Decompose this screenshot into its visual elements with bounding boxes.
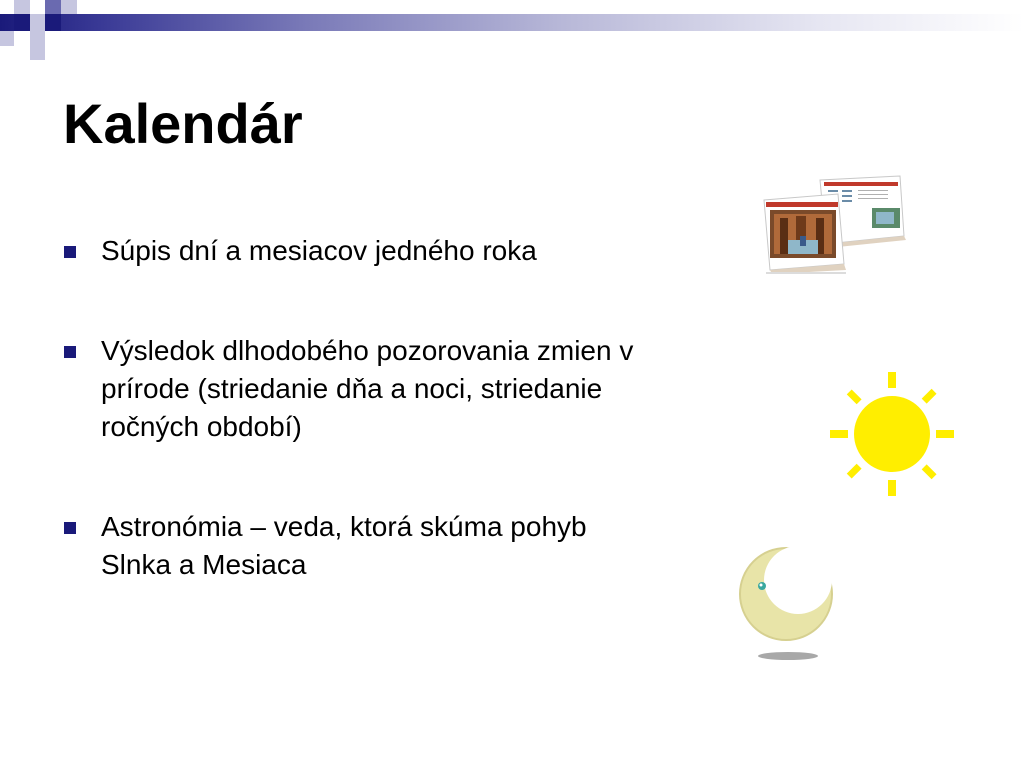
bullet-text: Výsledok dlhodobého pozorovania zmien v prírode (striedanie dňa a noci, striedanie ročných období)	[101, 335, 634, 442]
square-bullet-icon	[64, 522, 76, 534]
bullet-text: Súpis dní a mesiacov jedného roka	[101, 235, 537, 266]
bullet-list	[64, 232, 644, 584]
bullet-item	[64, 332, 644, 446]
square-bullet-icon	[64, 346, 76, 358]
moon-icon	[736, 544, 842, 662]
calendar-icon	[760, 174, 906, 276]
bullet-item	[64, 508, 644, 584]
bullet-item	[64, 232, 644, 270]
square-bullet-icon	[64, 246, 76, 258]
slide-title: Kalendár	[63, 92, 303, 155]
header-gradient-bar	[0, 14, 1024, 31]
bullet-text: Astronómia – veda, ktorá skúma pohyb Slnka a Mesiaca	[101, 511, 587, 580]
sun-icon	[828, 370, 956, 498]
